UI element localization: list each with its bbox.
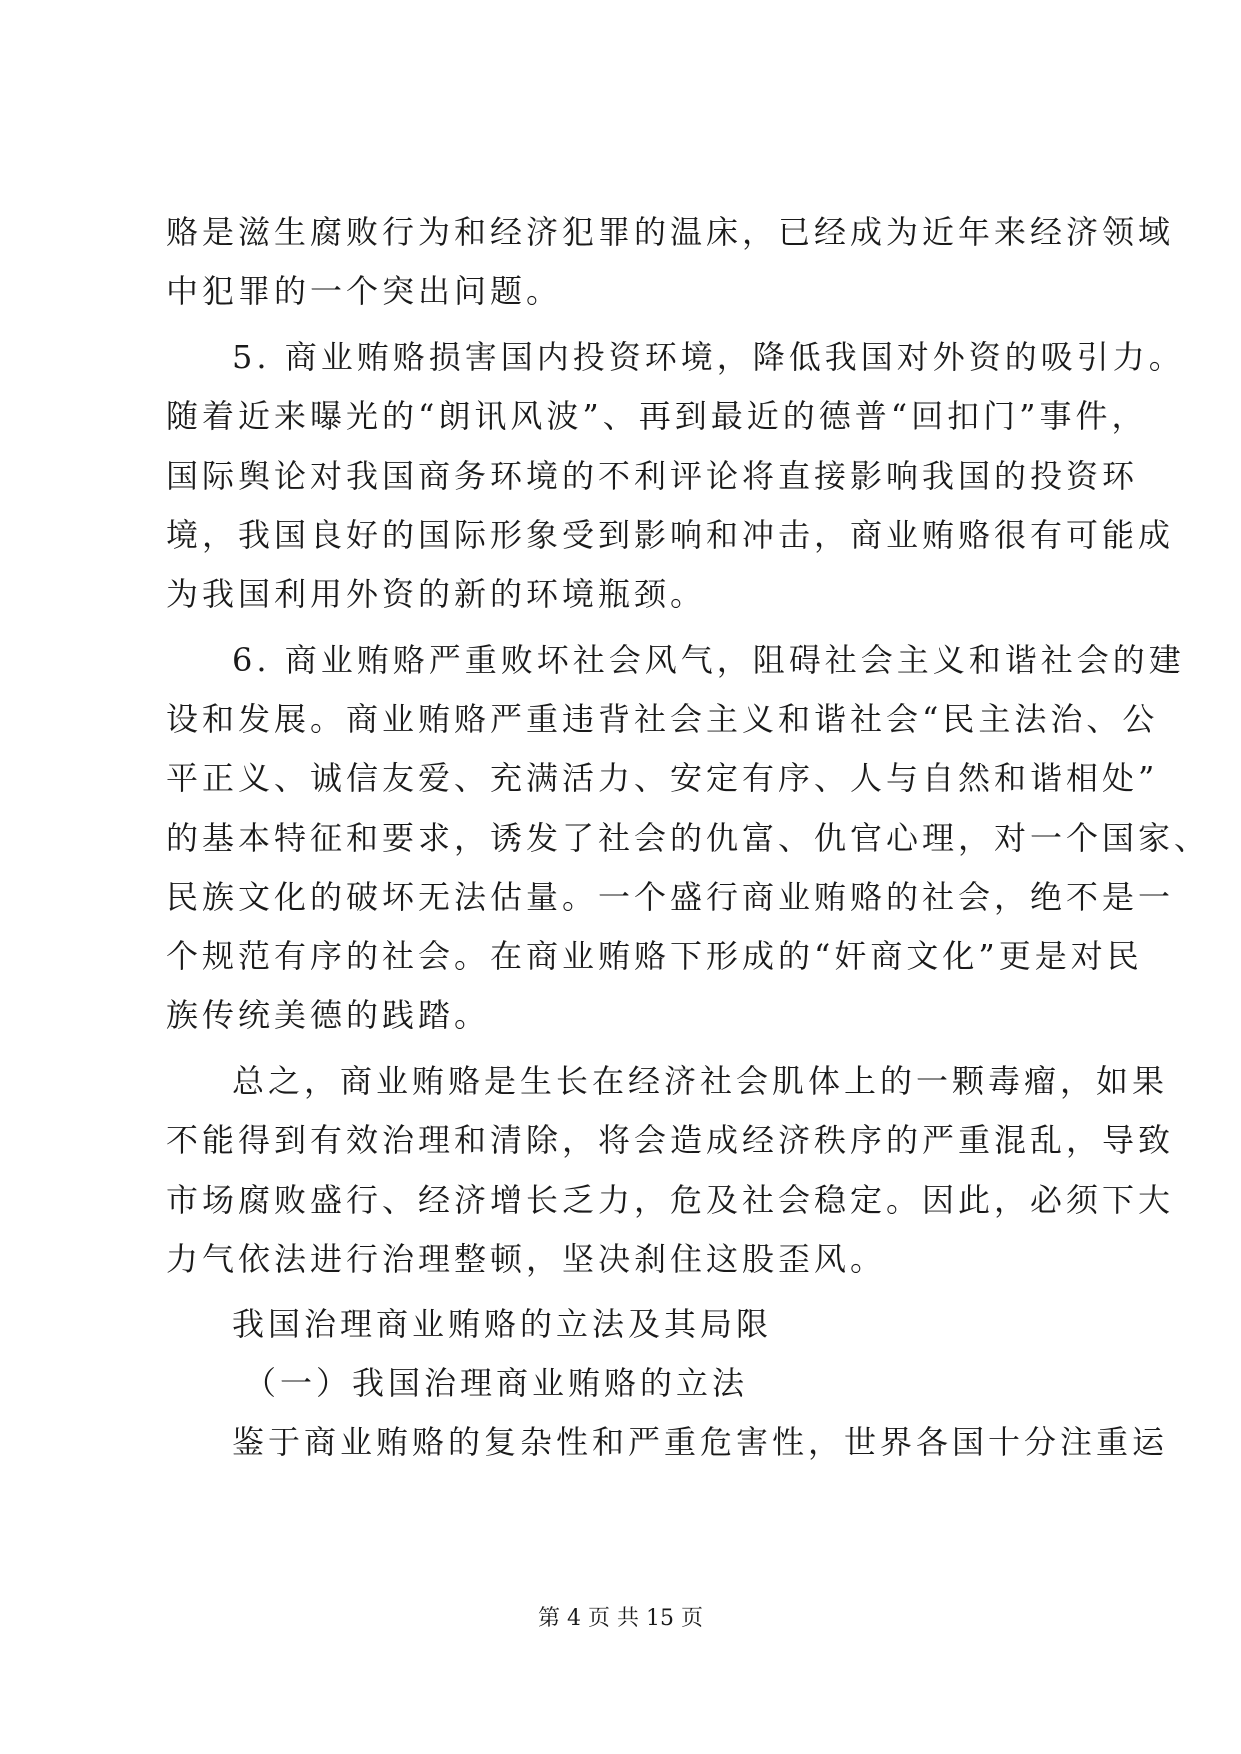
text-line: 设和发展。商业贿赂严重违背社会主义和谐社会“民主法治、公 (166, 700, 1159, 738)
text-line: 为我国利用外资的新的环境瓶颈。 (166, 575, 707, 613)
text-line: 力气依法进行治理整顿，坚决刹住这股歪风。 (166, 1240, 887, 1278)
text-line: 不能得到有效治理和清除，将会造成经济秩序的严重混乱，导致 (166, 1121, 1175, 1159)
subsection-heading: （一）我国治理商业贿赂的立法 (244, 1364, 749, 1402)
text-line: 5. 商业贿赂损害国内投资环境，降低我国对外资的吸引力。 (232, 338, 1185, 376)
section-heading: 我国治理商业贿赂的立法及其局限 (232, 1305, 773, 1343)
text-line: 的基本特征和要求，诱发了社会的仇富、仇官心理，对一个国家、 (166, 819, 1211, 857)
page-footer: 第 4 页 共 15 页 (538, 1606, 703, 1631)
text-line: 总之，商业贿赂是生长在经济社会肌体上的一颗毒瘤，如果 (232, 1062, 1169, 1100)
text-line: 个规范有序的社会。在商业贿赂下形成的“奸商文化”更是对民 (166, 937, 1143, 975)
text-line: 随着近来曝光的“朗讯风波”、再到最近的德普“回扣门”事件， (166, 397, 1148, 435)
text-line: 境，我国良好的国际形象受到影响和冲击，商业贿赂很有可能成 (166, 516, 1175, 554)
text-line: 中犯罪的一个突出问题。 (166, 272, 563, 310)
text-line: 平正义、诚信友爱、充满活力、安定有序、人与自然和谐相处” (166, 759, 1159, 797)
text-line: 市场腐败盛行、经济增长乏力，危及社会稳定。因此，必须下大 (166, 1181, 1175, 1219)
text-line: 民族文化的破坏无法估量。一个盛行商业贿赂的社会，绝不是一 (166, 878, 1175, 916)
text-line: 鉴于商业贿赂的复杂性和严重危害性，世界各国十分注重运 (232, 1423, 1169, 1461)
text-line: 赂是滋生腐败行为和经济犯罪的温床，已经成为近年来经济领域 (166, 213, 1175, 251)
text-line: 族传统美德的践踏。 (166, 996, 491, 1034)
text-line: 6. 商业贿赂严重败坏社会风气，阻碍社会主义和谐社会的建 (232, 641, 1185, 679)
text-line: 国际舆论对我国商务环境的不利评论将直接影响我国的投资环 (166, 457, 1139, 495)
